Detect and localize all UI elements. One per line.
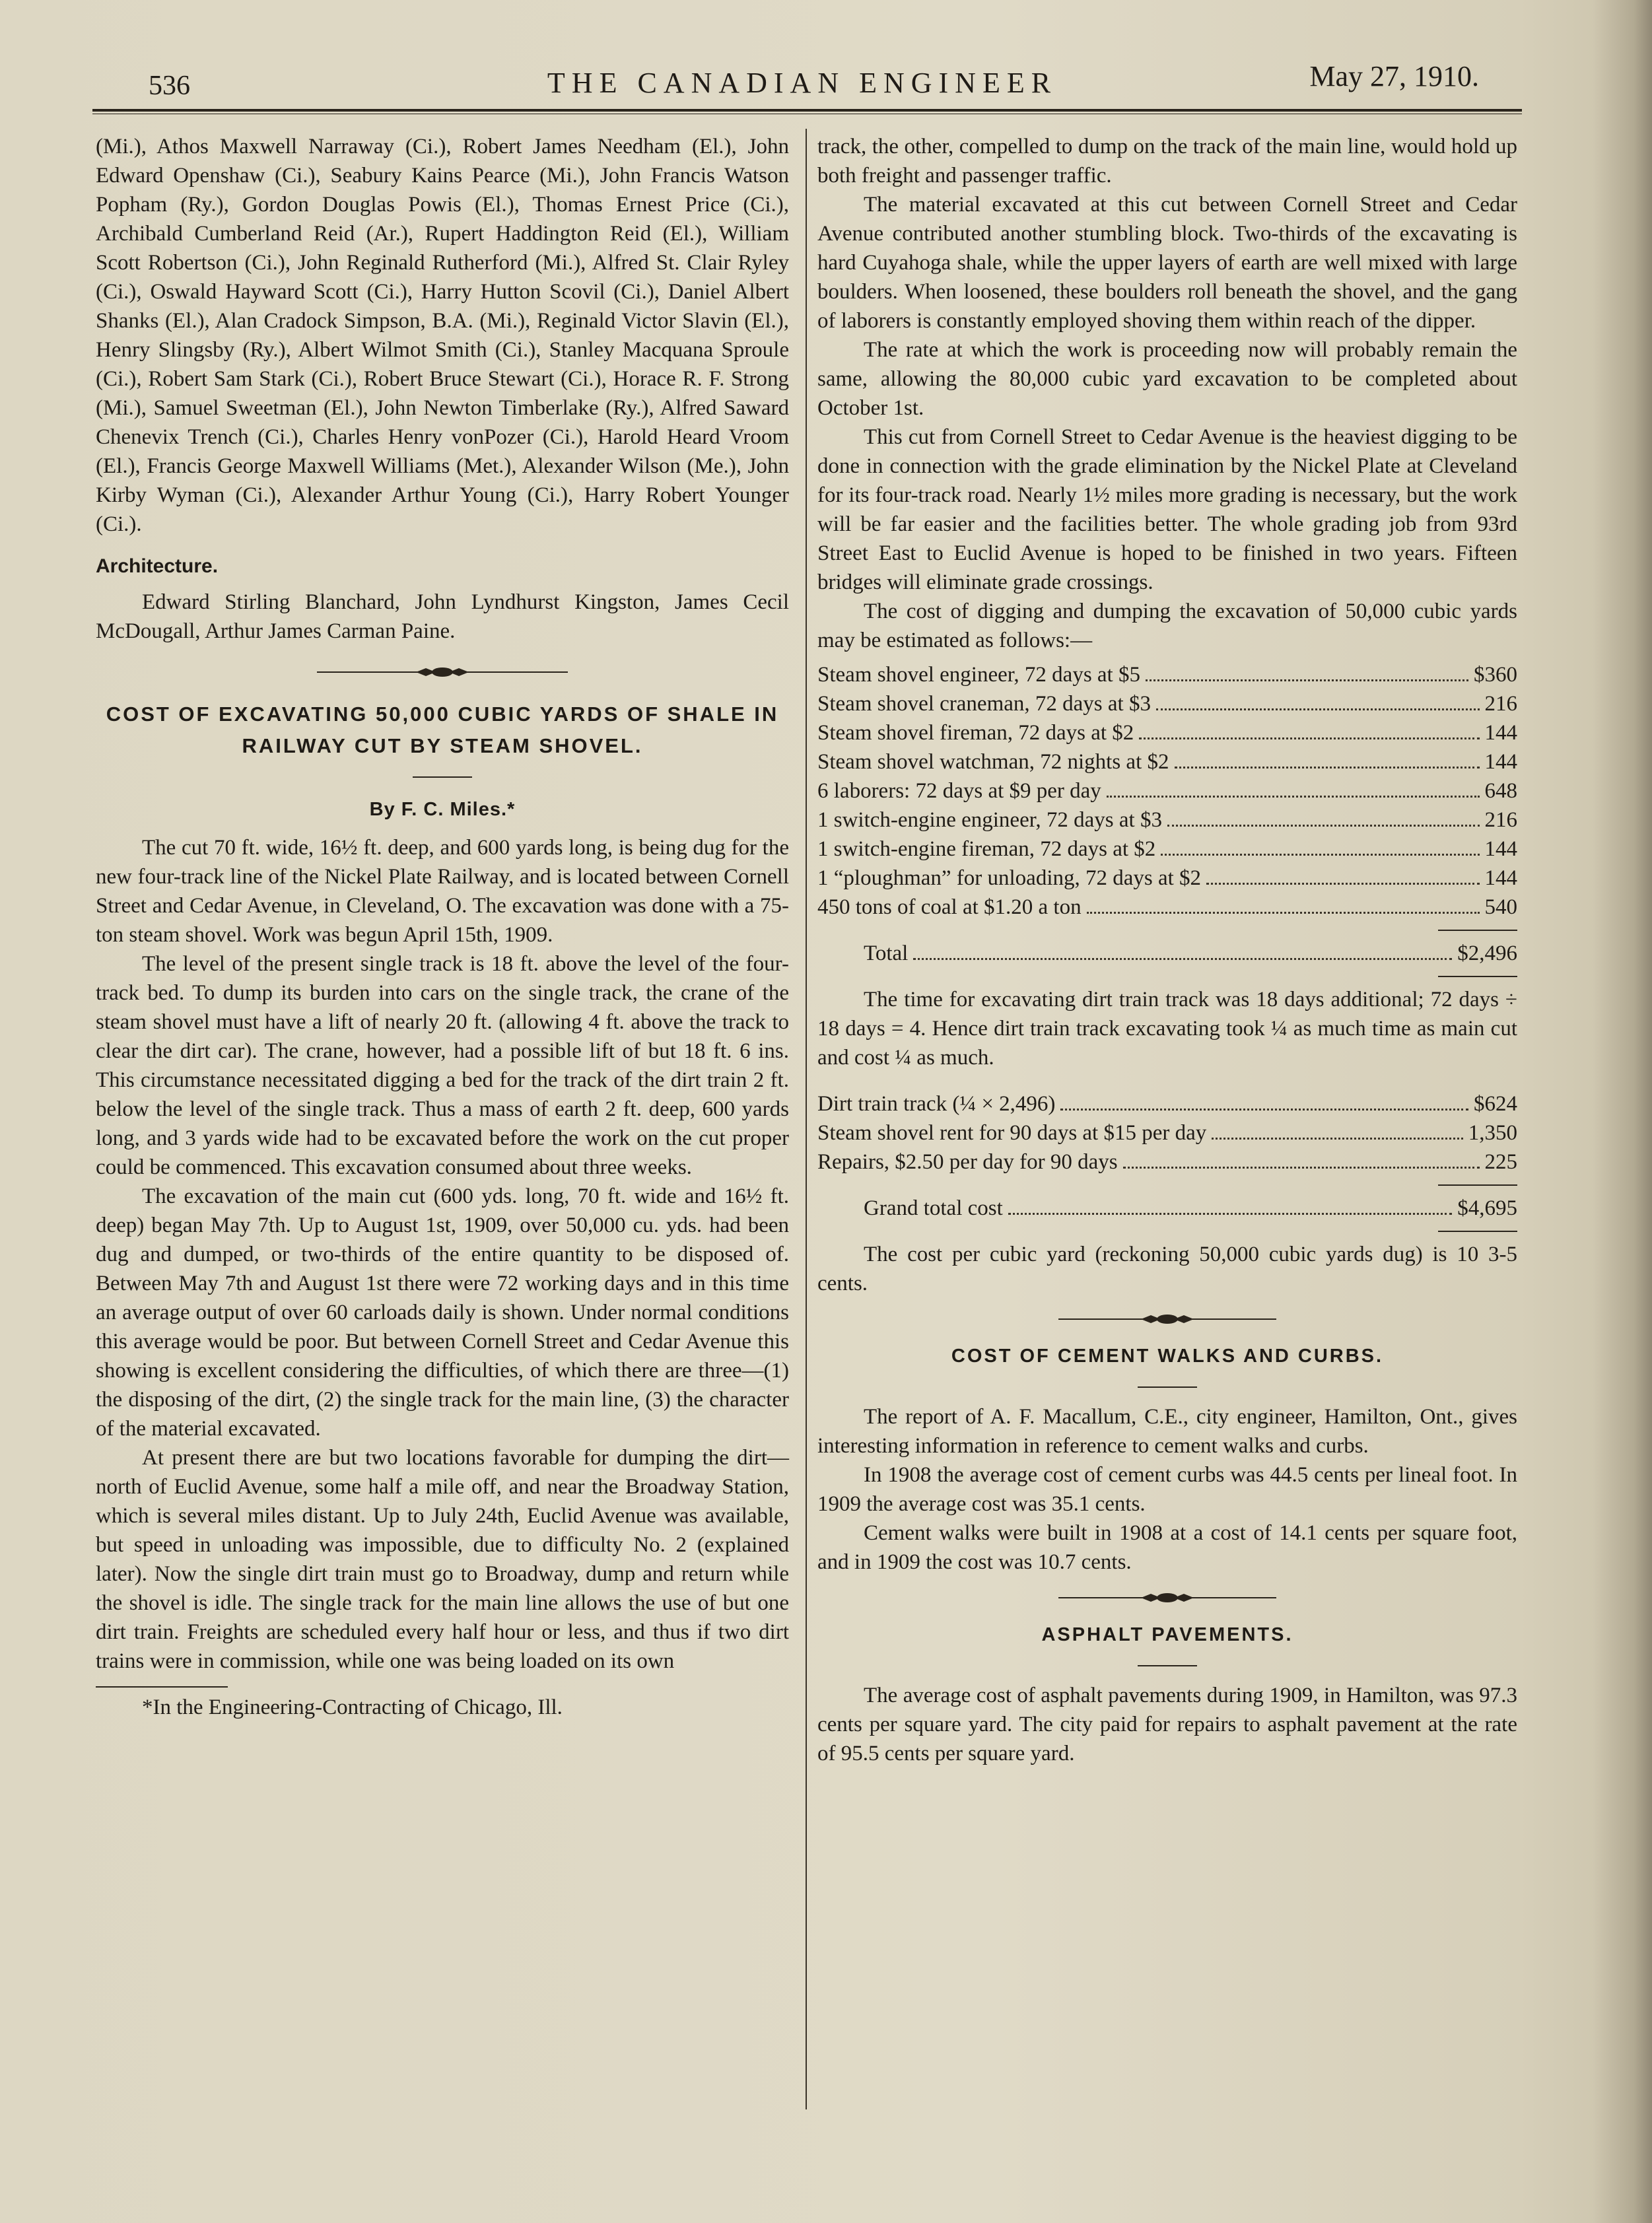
cost-row — [817, 718, 1517, 747]
leader-dots — [1175, 767, 1480, 769]
cost-amount: 144 — [1484, 837, 1517, 861]
cost-row — [817, 805, 1517, 835]
asphalt-article-title: ASPHALT PAVEMENTS. — [1041, 1624, 1293, 1645]
leader-dots — [1107, 796, 1480, 798]
article-title: COST OF EXCAVATING 50,000 CUBIC YARDS OF SHALE IN RAILWAY CUT BY STEAM SHOVEL. — [106, 702, 779, 757]
grand-total-amount: $4,695 — [1457, 1196, 1517, 1220]
page-header — [92, 58, 1512, 104]
cost-amount: $360 — [1474, 663, 1517, 687]
column-divider — [806, 129, 807, 2109]
cost-label: 450 tons of coal at $1.20 a ton — [817, 895, 1082, 919]
cost-label: 1 switch-engine fireman, 72 days at $2 — [817, 837, 1156, 861]
cost-row — [817, 776, 1517, 805]
cost-label: 6 laborers: 72 days at $9 per day — [817, 779, 1101, 803]
cost-label: Steam shovel fireman, 72 days at $2 — [817, 721, 1134, 745]
cost-label: Steam shovel engineer, 72 days at $5 — [817, 663, 1140, 687]
ornament-divider — [1058, 1313, 1276, 1326]
cost-label: 1 switch-engine engineer, 72 days at $3 — [817, 808, 1162, 832]
cost-amount: 540 — [1484, 895, 1517, 919]
cost-row — [817, 689, 1517, 718]
cost-label: Steam shovel rent for 90 days at $15 per day — [817, 1121, 1207, 1145]
leader-dots — [913, 958, 1452, 960]
article-paragraph: track, the other, compelled to dump on the track of the main line, would hold up both freight and passenger traffic. — [817, 135, 1517, 188]
leader-dots — [1123, 1167, 1480, 1169]
article-paragraph: In 1908 the average cost of cement curbs was 44.5 cents per lineal foot. In 1909 the average cost was 35.1 cents. — [817, 1463, 1517, 1516]
graduate-names: (Mi.), Athos Maxwell Narraway (Ci.), Robert James Needham (El.), John Edward Openshaw (Ci.), Seabury Kains Pearce (Mi.), John Francis Watson Popham (Ry.), Gordon Douglas Powis (El.), Thomas Ernest Price (Ci.), Archibald Cumberland Reid (Ar.), Rupert Haddington Reid (El.), William Scott Robertson (Ci.), John Reginald Rutherford (Mi.), Alfred St. Clair Ryley (Ci.), Oswald Hayward Scott (Ci.), Harry Hutton Scovil (Ci.), Daniel Albert Shanks (El.), Alan Cradock Simpson, B.A. (Mi.), Reginald Victor Slavin (El.), Henry Slingsby (Ry.), Albert Wilmot Smith (Ci.), Stanley Macquana Sproule (Ci.), Robert Sam Stark (Ci.), Robert Bruce Stewart (Ci.), Horace R. F. Strong (Mi.), Samuel Sweetman (El.), John Newton Timberlake (Ry.), Alfred Saward Chenevix Trench (Ci.), Charles Henry vonPozer (Ci.), Harold Heard Vroom (El.), Francis George Maxwell Williams (Met.), Alexander Wilson (Me.), John Kirby Wyman (Ci.), Alexander Arthur Young (Ci.), Harry Robert Younger (Ci.). — [96, 135, 789, 536]
cost-row — [817, 1118, 1517, 1147]
article-paragraph: The average cost of asphalt pavements during 1909, in Hamilton, was 97.3 cents per square yard. The city paid for repairs to asphalt pavement at the rate of 95.5 cents per square yard. — [817, 1684, 1517, 1765]
cost-amount: 216 — [1484, 692, 1517, 716]
article-paragraph: The report of A. F. Macallum, C.E., city engineer, Hamilton, Ont., gives interesting information in reference to cement walks and curbs. — [817, 1405, 1517, 1458]
sum-rule — [1438, 930, 1517, 931]
journal-title: THE CANADIAN ENGINEER — [547, 67, 1058, 99]
architecture-names: Edward Stirling Blanchard, John Lyndhurst Kingston, James Cecil McDougall, Arthur James Carman Paine. — [96, 590, 789, 643]
grand-total-label: Grand total cost — [864, 1196, 1003, 1220]
cost-table — [817, 660, 1517, 977]
leader-dots — [1139, 737, 1479, 739]
cost-row — [817, 864, 1517, 893]
total-amount: $2,496 — [1457, 941, 1517, 965]
cost-row — [817, 660, 1517, 689]
total-row — [817, 939, 1517, 968]
cost-amount: 144 — [1484, 721, 1517, 745]
cost-label: 1 “ploughman” for unloading, 72 days at $2 — [817, 866, 1202, 890]
grand-total-row — [817, 1194, 1517, 1223]
byline: By F. C. Miles.* — [369, 799, 516, 820]
article-paragraph: The time for excavating dirt train track was 18 days additional; 72 days ÷ 18 days = 4. Hence dirt train track excavating took ¼ as much time as main cut and cost ¼ as much. — [817, 988, 1517, 1070]
issue-date: May 27, 1910. — [1309, 60, 1479, 92]
ornament-divider — [1058, 1591, 1276, 1604]
article-paragraph: The cost per cubic yard (reckoning 50,000 cubic yards dug) is 10 3-5 cents. — [817, 1243, 1517, 1295]
cost-amount: 648 — [1484, 779, 1517, 803]
cost-amount: 216 — [1484, 808, 1517, 832]
cost-amount: 144 — [1484, 750, 1517, 774]
cost-amount: 1,350 — [1468, 1121, 1517, 1145]
article-paragraph: The material excavated at this cut between Cornell Street and Cedar Avenue contributed another stumbling block. Two-thirds of the excavating is hard Cuyahoga shale, while the upper layers of earth are well mixed with large boulders. When loosened, these boulders roll beneath the shovel, and the gang of laborers is constantly employed shoving them within reach of the dipper. — [817, 193, 1517, 333]
leader-dots — [1060, 1109, 1468, 1111]
cost-amount: $624 — [1474, 1092, 1517, 1116]
sum-rule — [1438, 976, 1517, 977]
cost-label: Steam shovel craneman, 72 days at $3 — [817, 692, 1151, 716]
article-paragraph: The excavation of the main cut (600 yds. long, 70 ft. wide and 16½ ft. deep) began May 7th. Up to August 1st, 1909, over 50,000 cu. yds. had been dug and dumped, or two-thirds of the entire quantity to be disposed of. Between May 7th and August 1st there were 72 working days and in this time an average output of over 60 carloads daily is shown. Under normal conditions this average would be poor. But between Cornell Street and Cedar Avenue this showing is excellent considering the difficulties, of which there are three—(1) the disposing of the dirt, (2) the single track for the main line, (3) the character of the material excavated. — [96, 1184, 789, 1441]
leader-dots — [1156, 708, 1480, 710]
cost-row — [817, 747, 1517, 776]
cost-row — [817, 835, 1517, 864]
header-rule — [92, 109, 1522, 114]
title-rule — [1138, 1665, 1197, 1666]
cost-row — [817, 1147, 1517, 1177]
cost-amount: 144 — [1484, 866, 1517, 890]
title-rule — [413, 776, 472, 778]
title-rule — [1138, 1386, 1197, 1388]
article-paragraph: The cost of digging and dumping the excavation of 50,000 cubic yards may be estimated as follows:— — [817, 599, 1517, 652]
binding-shadow — [1593, 0, 1652, 2223]
leader-dots — [1206, 883, 1479, 885]
page-number: 536 — [149, 71, 190, 101]
total-label: Total — [864, 941, 909, 965]
article-paragraph: At present there are but two locations favorable for dumping the dirt—north of Euclid Avenue, some half a mile off, and near the Broadway Station, which is several miles distant. Up to July 24th, Euclid Avenue was available, but speed in unloading was impossible, due to difficulty No. 2 (explained later). Now the single dirt train must go to Broadway, dump and return while the shovel is idle. The single track for the main line allows the use of but one dirt train. Freights are scheduled every half hour or less, and thus if two dirt trains were in commission, while one was being loaded on its own — [96, 1446, 789, 1673]
cost-label: Dirt train track (¼ × 2,496) — [817, 1092, 1056, 1116]
cost-label: Repairs, $2.50 per day for 90 days — [817, 1150, 1118, 1174]
leader-dots — [1146, 679, 1468, 681]
architecture-heading: Architecture. — [96, 555, 219, 577]
leader-dots — [1212, 1138, 1463, 1140]
article-paragraph: This cut from Cornell Street to Cedar Avenue is the heaviest digging to be done in connection with the grade elimination by the Nickel Plate at Cleveland for its four-track road. Nearly 1½ miles more grading is necessary, but the work will be far easier and the facilities better. The whole grading job from 93rd Street East to Euclid Avenue is hoped to be finished in two years. Fifteen bridges will eliminate grade crossings. — [817, 425, 1517, 594]
leader-dots — [1008, 1213, 1452, 1215]
article-paragraph: The rate at which the work is proceeding now will probably remain the same, allowing the 80,000 cubic yard excavation to be completed about October 1st. — [817, 338, 1517, 420]
cost-amount: 225 — [1484, 1150, 1517, 1174]
leader-dots — [1161, 854, 1479, 856]
article-paragraph: Cement walks were built in 1908 at a cost of 14.1 cents per square foot, and in 1909 the cost was 10.7 cents. — [817, 1521, 1517, 1574]
cost-table-2 — [817, 1089, 1517, 1232]
cost-label: Steam shovel watchman, 72 nights at $2 — [817, 750, 1169, 774]
footnote-rule — [96, 1686, 228, 1688]
article-paragraph: The level of the present single track is 18 ft. above the level of the four-track bed. To dump its burden into cars on the single track, the crane of the steam shovel must have a lift of nearly 20 ft. (allowing 4 ft. above the track to clear the dirt car). The crane, however, had a possible lift of but 18 ft. 6 ins. This circumstance necessitated digging a bed for the track of the dirt train 2 ft. below the level of the single track. Thus a mass of earth 2 ft. deep, 600 yards long, and 3 yards wide had to be excavated before the work on the cut proper could be commenced. This excavation consumed about three weeks. — [96, 952, 789, 1179]
article-paragraph: The cut 70 ft. wide, 16½ ft. deep, and 600 yards long, is being dug for the new four-track line of the Nickel Plate Railway, and is located between Cornell Street and Cedar Avenue, in Cleveland, O. The excavation was done with a 75-ton steam shovel. Work was begun April 15th, 1909. — [96, 836, 789, 947]
ornament-divider — [317, 666, 568, 679]
sum-rule — [1438, 1231, 1517, 1232]
right-column — [817, 132, 1517, 1768]
leader-dots — [1087, 912, 1480, 914]
leader-dots — [1167, 825, 1480, 827]
cost-row — [817, 893, 1517, 922]
cost-row — [817, 1089, 1517, 1118]
left-column — [96, 132, 789, 1722]
cement-article-title: COST OF CEMENT WALKS AND CURBS. — [951, 1346, 1384, 1367]
sum-rule — [1438, 1184, 1517, 1186]
footnote: *In the Engineering-Contracting of Chicago, Ill. — [142, 1695, 563, 1719]
